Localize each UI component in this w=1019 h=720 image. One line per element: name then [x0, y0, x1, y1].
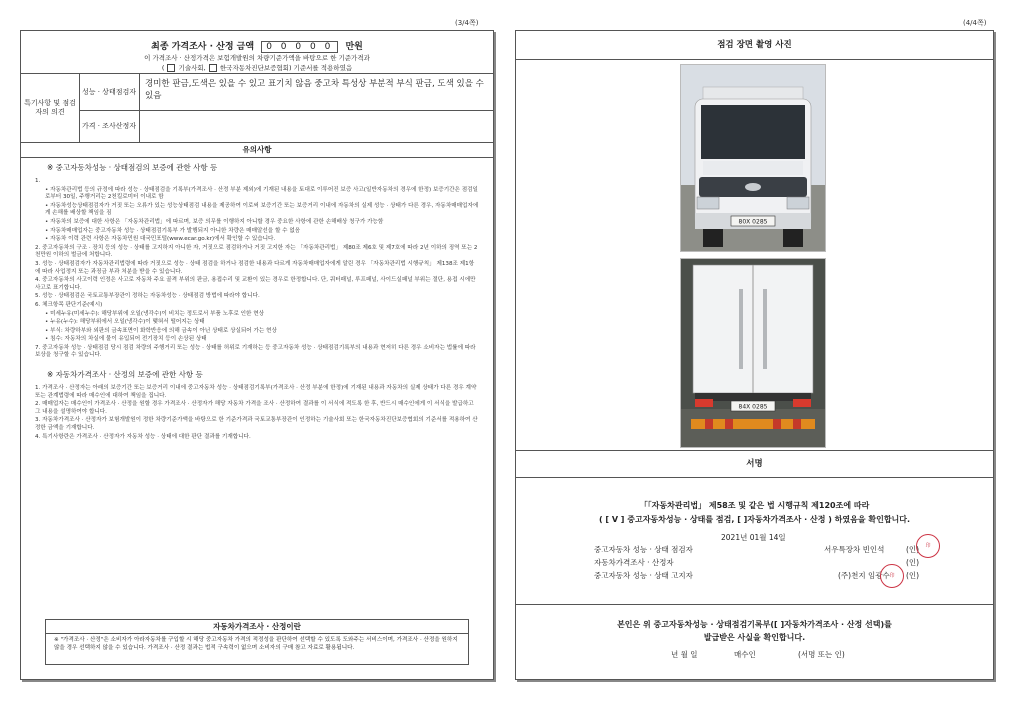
notice-title: 유의사항	[21, 143, 493, 158]
price-check-page	[20, 30, 494, 680]
appraisal-definition-box	[45, 619, 469, 665]
signer-role-inspector: 중고자동차 성능 · 상태 점검자	[594, 545, 693, 554]
section1-title: ※ 중고자동차성능 · 상태점검의 보증에 관한 사항 등	[47, 163, 218, 172]
appraisal-definition-text: ※ "가격조사 · 산정"은 소비자가 아라자동차를 구입할 시 해당 중고자동차 가격의 적정성을 판단하여 선택할 수 있도록 도와주는 서비스이며, 가격조사 · 산정을 원하지 않을 경우 선택하지 않을 수 있습니다. 가격조사 · 산정 결과는 법적 구속력이 없으며 소비자의 구매 참고 자료로 활용됩니다.	[54, 637, 458, 651]
section2-title: ※ 자동차가격조사 · 산정의 보증에 관한 사항 등	[47, 370, 203, 380]
buyer-confirm-section	[516, 605, 993, 681]
truck-front-image	[681, 65, 825, 251]
signer-mark-notifier: (인)	[906, 571, 920, 580]
truck-rear-plate: 84X 0285	[738, 403, 768, 411]
signer-name-notifier: (주)천지 임광수	[838, 571, 890, 580]
price-note: 이 가격조사 · 산정가격은 보험개발원의 차량기준가액을 바탕으로 한 기준가격과	[144, 54, 370, 62]
price-unit: 만원	[345, 42, 363, 52]
section1-body: 1. • 자동차관리법 등의 규정에 따라 성능 · 상태점검을 기록부(가격조사 · 산정 부분 제외)에 기재된 내용을 토대로 이루어진 보증 사고(일반자동차의 경우에 한정) 보증기간은 점검일로부터 30일, 주행거리는 2천킬로미터 이내로 함 • 자동차성능상태점검자가 거짓 또는 오류가 있는 성능상태점검 내용을 제공하여 이로써 보증기간 또는 보증거리 이내에 자동차의 실제 성능 · 상태가 다른 경우, 자동차매매업자에게 손해를 배상할 책임을 짐 • 자동차의 보증에 대한 사항은 「자동차관리법」에 따르며, 보증 의무를 이행하지 아니할 경우 중요한 사항에 관한 손해배상 청구가 가능함 • 자동차매매업자는 중고자동차 성능 · 상태점검기록부 가 발행되지 아니한 차량은 매매알선을 할 수 없음 • 자동차 이력 관련 사항은 자동차민원 대국민포털(www.ecar.go.kr)에서 확인할 수 있습니다. 2. 중고자동차의 구조 · 장치 등의 성능 · 상태를 고지하지 아니한 자, 거짓으로 점검하거나 거짓 고지한 자는 「자동차관리법」 제80조 제6호 및 제7호에 따라 2년 이하의 징역 또는 2천만원 이하의 벌금에 처합니다. 3. 성능 · 상태점검자가 자동차관리법령에 따라 거짓으로 성능 · 상태 점검을 하거나 점검한 내용과 다르게 자동차매매업자에게 알린 경우 「자동차관리법 시행규칙」 제138조 제1항에 따라 사업정지 또는 과징금 부과 처분을 받을 수 있습니다. 4. 중고자동차의 사고이력 인정은 사고로 자동차 주요 골격 부위의 판금, 용접수리 및 교환이 있는 경우로 한정합니다. 단, 쿼터패널, 루프패널, 사이드실패널 부위는 절단, 용접 시에만 사고로 표기합니다. 5. 성능 · 상태점검은 국토교통부장관이 정하는 자동차성능 · 상태점검 방법에 따라야 합니다. 6. 체크항목 판단기준(예시) • 미세누유(미세누수): 해당부위에 오일(냉각수)이 비치는 정도로서 부품 노후로 인한 현상 • 누유(누수): 해당부위에서 오일(냉각수)이 맺혀서 떨어지는 상태 • 부식: 차량하부와 외판의 금속표면이 화학반응에 의해 금속이 아닌 상태로 상실되어 가는 현상 • 침수: 자동차의 차실에 물이 유입되어 전기장치 등이 손상된 상태 7. 중고자동차 성능 · 상태점검 당시 점검 차량의 주행거리 또는 성능 · 상태를 허위로 기재하는 등 중고자동차 성능 · 상태점검기록부의 내용과 현저히 다른 경우 소비자는 법률에 따라 보상을 청구할 수 있습니다.	[35, 178, 479, 359]
checkbox-assoc[interactable]	[209, 64, 217, 72]
section2-body: 1. 가격조사 · 산정자는 아래의 보증기간 또는 보증거리 이내에 중고자동차 성능 · 상태점검기록부(가격조사 · 산정 부분에 한정)에 기재된 내용과 자동차의 실제 상태가 다른 경우 계약 또는 관계법령에 따라 매수인에 대하여 책임을 집니다. 2. 매매업자는 매수인이 가격조사 · 산정을 원할 경우 가격조사 · 산정자가 해당 자동차 가격을 조사 · 산정하여 결과를 이 서식에 적도록 한 후, 반드시 매수인에게 이 서식을 발급하고 그 내용을 설명하여야 합니다. 3. 자동차가격조사 · 산정자가 보험개발원이 정한 차량기준가액을 바탕으로 한 기준가격과 국토교통부장관이 인정하는 기술사회 또는 한국자동차진단보증협회의 기준서를 적용하여 산정한 금액을 기재합니다. 4. 특기사항란은 가격조사 · 산정자가 자동차 성능 · 상태에 대한 판단 결과를 기재합니다.	[35, 385, 478, 440]
signer-role-notifier: 중고자동차 성능 · 상태 고지자	[594, 571, 693, 580]
photo-section-title: 점검 장면 촬영 사진	[516, 31, 993, 60]
page-number-right: (4/4쪽)	[963, 19, 987, 27]
inspector-label: 성능 · 상태점검자	[79, 74, 140, 110]
final-price-title: 최종 가격조사 · 산정 금액	[151, 42, 255, 52]
sign-section-title: 서명	[516, 451, 993, 478]
inspector-opinion[interactable]: 경미한 판금,도색은 있을 수 있고 표기치 않음 중고차 특성상 부분적 부식 판금, 도색 있을 수 있음	[145, 79, 484, 101]
special-remarks-label: 특기사항 및 점검자의 의견	[21, 74, 80, 142]
buyer-sign-field[interactable]: (서명 또는 인)	[798, 650, 845, 659]
buyer-label: 매수인	[734, 650, 756, 659]
signer-name-inspector: 서우특장차 빈인석	[824, 545, 885, 554]
appraisal-definition-title: 자동차가격조사 · 산정이란	[46, 620, 468, 634]
photo-sign-page	[515, 30, 994, 680]
sign-section	[516, 478, 993, 605]
buyer-confirm-line2: 발급받은 사실을 확인합니다.	[703, 633, 806, 642]
signer-mark-inspector: (인)	[906, 545, 920, 554]
final-price-value[interactable]: 0 0 0 0 0	[261, 41, 338, 53]
checkbox-tech-society[interactable]	[167, 64, 175, 72]
law-reference: 「「자동차관리법」 제58조 및 같은 법 시행규칙 제120조에 따라	[639, 501, 870, 510]
truck-front-plate: 80X 0285	[738, 218, 768, 226]
final-price-section: 최종 가격조사 · 산정 금액 0 0 0 0 0 만원 이 가격조사 · 산정가격은 보험개발원의 차량기준가액을 바탕으로 한 기준가격과 ( 기술사회, 한국자동차진단보증협회) 기준서를 적용하였음	[21, 31, 493, 74]
signer-role-appraiser: 자동차가격조사 · 산정자	[594, 558, 674, 567]
sign-date: 2021년 01월 14일	[721, 533, 786, 542]
truck-front-photo	[680, 64, 826, 252]
truck-rear-photo	[680, 258, 826, 448]
confirm-statement: ( [ V ] 중고자동차성능 · 상태를 점검, [ ]자동차가격조사 · 산정 ) 하였음을 확인합니다.	[598, 515, 911, 524]
buyer-date[interactable]: 년 월 일	[671, 650, 698, 659]
buyer-confirm-line1: 본인은 위 중고자동차성능 · 상태점검기록부([ ]자동차가격조사 · 산정 선택)를	[617, 620, 892, 629]
appraiser-label: 가격 · 조사산정자	[79, 110, 140, 142]
inspector-seal-stamp: 印	[916, 534, 940, 558]
truck-rear-image	[681, 259, 825, 447]
special-remarks	[21, 74, 493, 143]
page-number-left: (3/4쪽)	[455, 19, 479, 27]
photo-section	[516, 60, 993, 451]
signer-mark-appraiser: (인)	[906, 558, 920, 567]
notifier-seal-stamp: 印	[880, 564, 904, 588]
